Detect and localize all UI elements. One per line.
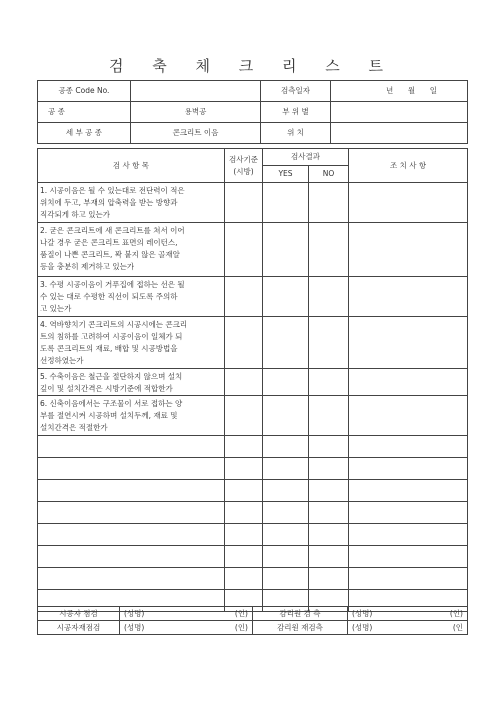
standard-cell[interactable] [225, 369, 263, 396]
yes-cell[interactable] [263, 458, 309, 480]
contractor-check-label: 시공자 점검 [38, 607, 120, 621]
date-year: 년 [386, 86, 394, 95]
signature-row-1 [38, 607, 468, 621]
sign-name: (성명) [124, 622, 145, 632]
no-cell[interactable] [309, 480, 349, 502]
col-item-header: 검 사 항 목 [38, 149, 225, 183]
action-cell[interactable] [349, 277, 468, 317]
item-cell[interactable] [38, 502, 225, 524]
action-cell[interactable] [349, 369, 468, 396]
work-label [38, 102, 131, 123]
location-value[interactable] [331, 123, 468, 144]
yes-cell[interactable] [263, 223, 309, 277]
col-standard-header [225, 149, 263, 183]
contractor-recheck-sign-cell[interactable] [120, 621, 253, 635]
action-cell[interactable] [349, 568, 468, 590]
standard-cell[interactable] [225, 458, 263, 480]
sign-name: (성명) [352, 622, 373, 632]
location-label: 위 치 [261, 123, 331, 144]
table-row [38, 396, 468, 436]
yes-cell[interactable] [263, 524, 309, 546]
item-cell[interactable] [38, 436, 225, 458]
yes-cell[interactable] [263, 317, 309, 369]
item-6-line-3: 설치간격은 적절한가 [40, 423, 108, 432]
no-cell[interactable] [309, 369, 349, 396]
action-cell[interactable] [349, 223, 468, 277]
no-cell[interactable] [309, 183, 349, 223]
action-cell[interactable] [349, 396, 468, 436]
item-1-line-1: 1. 시공이음은 될 수 있는대로 전단력이 적은 [40, 186, 185, 195]
supervisor-recheck-sign-cell[interactable] [348, 621, 468, 635]
info-row-work [38, 102, 468, 123]
info-row-code [38, 81, 468, 102]
supervisor-recheck-label: 감리원 재검측 [253, 621, 348, 635]
no-cell[interactable] [309, 436, 349, 458]
date-label: 검측일자 [261, 81, 331, 102]
action-cell[interactable] [349, 436, 468, 458]
action-cell[interactable] [349, 183, 468, 223]
no-cell[interactable] [309, 458, 349, 480]
standard-cell[interactable] [225, 502, 263, 524]
item-cell[interactable] [38, 524, 225, 546]
item-6-line-2: 부를 절연시켜 시공하며 설치두께, 재료 및 [40, 411, 178, 420]
yes-cell[interactable] [263, 546, 309, 568]
table-row [38, 369, 468, 396]
table-row [38, 436, 468, 458]
date-value[interactable] [331, 81, 468, 102]
action-cell[interactable] [349, 524, 468, 546]
work-value[interactable]: 용벽공 [131, 102, 261, 123]
supervisor-sign-cell[interactable] [348, 607, 468, 621]
yes-cell[interactable] [263, 396, 309, 436]
item-3-line-1: 3. 수평 시공이음이 거푸집에 접하는 선은 될 [40, 280, 185, 289]
signature-table [37, 606, 468, 635]
contractor-recheck-label: 시공자재점검 [38, 621, 120, 635]
supervisor-check-label: 감리원 검 측 [253, 607, 348, 621]
item-4-line-3: 도록 콘크리트의 재료, 배합 및 시공방법을 [40, 344, 178, 353]
table-row [38, 223, 468, 277]
item-1-line-3: 직각되게 하고 있는가 [40, 210, 110, 219]
col-result-header: 검사결과 [263, 149, 349, 166]
standard-cell[interactable] [225, 524, 263, 546]
sign-seal: (인) [449, 608, 463, 618]
standard-cell[interactable] [225, 546, 263, 568]
no-cell[interactable] [309, 568, 349, 590]
table-row [38, 277, 468, 317]
item-6 [38, 396, 225, 436]
sign-name: (성명) [352, 608, 373, 618]
date-month: 월 [407, 86, 416, 95]
col-standard-sub: (시방) [233, 166, 254, 176]
checklist-table [37, 148, 468, 612]
code-label: 공종 Code No. [38, 81, 131, 102]
action-cell[interactable] [349, 546, 468, 568]
table-row [38, 458, 468, 480]
document-title: 검 축 체 크 리 스 트 [108, 57, 396, 75]
item-2 [38, 223, 225, 277]
col-yes-header: YES [263, 166, 309, 183]
no-cell[interactable] [309, 317, 349, 369]
item-2-line-2: 나갈 경우 굳은 콘크리트 표면의 레이턴스, [40, 238, 178, 247]
code-value[interactable] [131, 81, 261, 102]
sign-seal: (인) [234, 622, 248, 632]
contractor-sign-cell[interactable] [120, 607, 253, 621]
standard-cell[interactable] [225, 480, 263, 502]
work-label-text: 공 종 [48, 107, 65, 116]
item-2-line-4: 등을 충분히 제거하고 있는가 [40, 262, 135, 271]
info-table [37, 80, 468, 144]
no-cell[interactable] [309, 223, 349, 277]
table-row [38, 568, 468, 590]
standard-cell[interactable] [225, 436, 263, 458]
item-4-line-1: 4. 역바향치기 콘크리트의 시공시에는 콘크리 [40, 320, 188, 329]
no-cell[interactable] [309, 524, 349, 546]
part-value[interactable] [331, 102, 468, 123]
table-row [38, 524, 468, 546]
yes-cell[interactable] [263, 502, 309, 524]
sign-seal: (인) [234, 608, 248, 618]
item-4 [38, 317, 225, 369]
item-2-line-3: 품질이 나쁜 콘크리트, 꽉 붙지 않은 골재알 [40, 250, 180, 259]
date-day: 일 [429, 86, 437, 95]
table-row [38, 183, 468, 223]
action-cell[interactable] [349, 502, 468, 524]
item-cell[interactable] [38, 480, 225, 502]
action-cell[interactable] [349, 317, 468, 369]
action-cell[interactable] [349, 458, 468, 480]
yes-cell[interactable] [263, 183, 309, 223]
detail-label: 세 부 공 종 [38, 123, 131, 144]
col-action-header: 조 치 사 항 [349, 149, 468, 183]
yes-cell[interactable] [263, 369, 309, 396]
sign-name: (성명) [124, 608, 145, 618]
no-cell[interactable] [309, 502, 349, 524]
item-cell[interactable] [38, 458, 225, 480]
signature-row-2 [38, 621, 468, 635]
standard-cell[interactable] [225, 277, 263, 317]
item-2-line-1: 2. 굳은 콘크리트에 새 콘크리트를 쳐서 이어 [40, 226, 185, 235]
item-cell[interactable] [38, 568, 225, 590]
item-cell[interactable] [38, 546, 225, 568]
no-cell[interactable] [309, 277, 349, 317]
item-1 [38, 183, 225, 223]
item-5-line-2: 깊이 및 설치간격은 시방기준에 적합한가 [40, 384, 173, 393]
detail-value[interactable]: 콘크리트 이음 [131, 123, 261, 144]
col-no-header: NO [309, 166, 349, 183]
yes-cell[interactable] [263, 568, 309, 590]
item-6-line-1: 6. 신축이음에서는 구조물이 서로 접하는 양 [40, 399, 183, 408]
part-label: 부 위 별 [261, 102, 331, 123]
item-5 [38, 369, 225, 396]
standard-cell[interactable] [225, 223, 263, 277]
table-row [38, 480, 468, 502]
table-row [38, 546, 468, 568]
table-row [38, 502, 468, 524]
sign-seal: (인 [452, 622, 463, 632]
yes-cell[interactable] [263, 480, 309, 502]
no-cell[interactable] [309, 396, 349, 436]
header-row-1 [38, 149, 468, 166]
item-4-line-2: 트의 침하를 고려하여 시공이음이 일체가 되 [40, 332, 183, 341]
no-cell[interactable] [309, 546, 349, 568]
info-row-detail [38, 123, 468, 144]
standard-cell[interactable] [225, 396, 263, 436]
yes-cell[interactable] [263, 277, 309, 317]
item-1-line-2: 위치에 두고, 부재의 압축력을 받는 방향과 [40, 198, 178, 207]
item-3 [38, 277, 225, 317]
standard-cell[interactable] [225, 183, 263, 223]
item-3-line-2: 수 있는 대로 수평한 직선이 되도록 주의하 [40, 292, 178, 301]
item-5-line-1: 5. 수축이음은 철근을 절단하지 않으며 설치 [40, 372, 183, 381]
action-cell[interactable] [349, 480, 468, 502]
item-4-line-4: 선정하였는가 [40, 356, 84, 365]
col-standard-label: 검사기준 [229, 154, 258, 164]
standard-cell[interactable] [225, 568, 263, 590]
yes-cell[interactable] [263, 436, 309, 458]
standard-cell[interactable] [225, 317, 263, 369]
item-3-line-3: 고 있는가 [40, 304, 72, 313]
table-row [38, 317, 468, 369]
